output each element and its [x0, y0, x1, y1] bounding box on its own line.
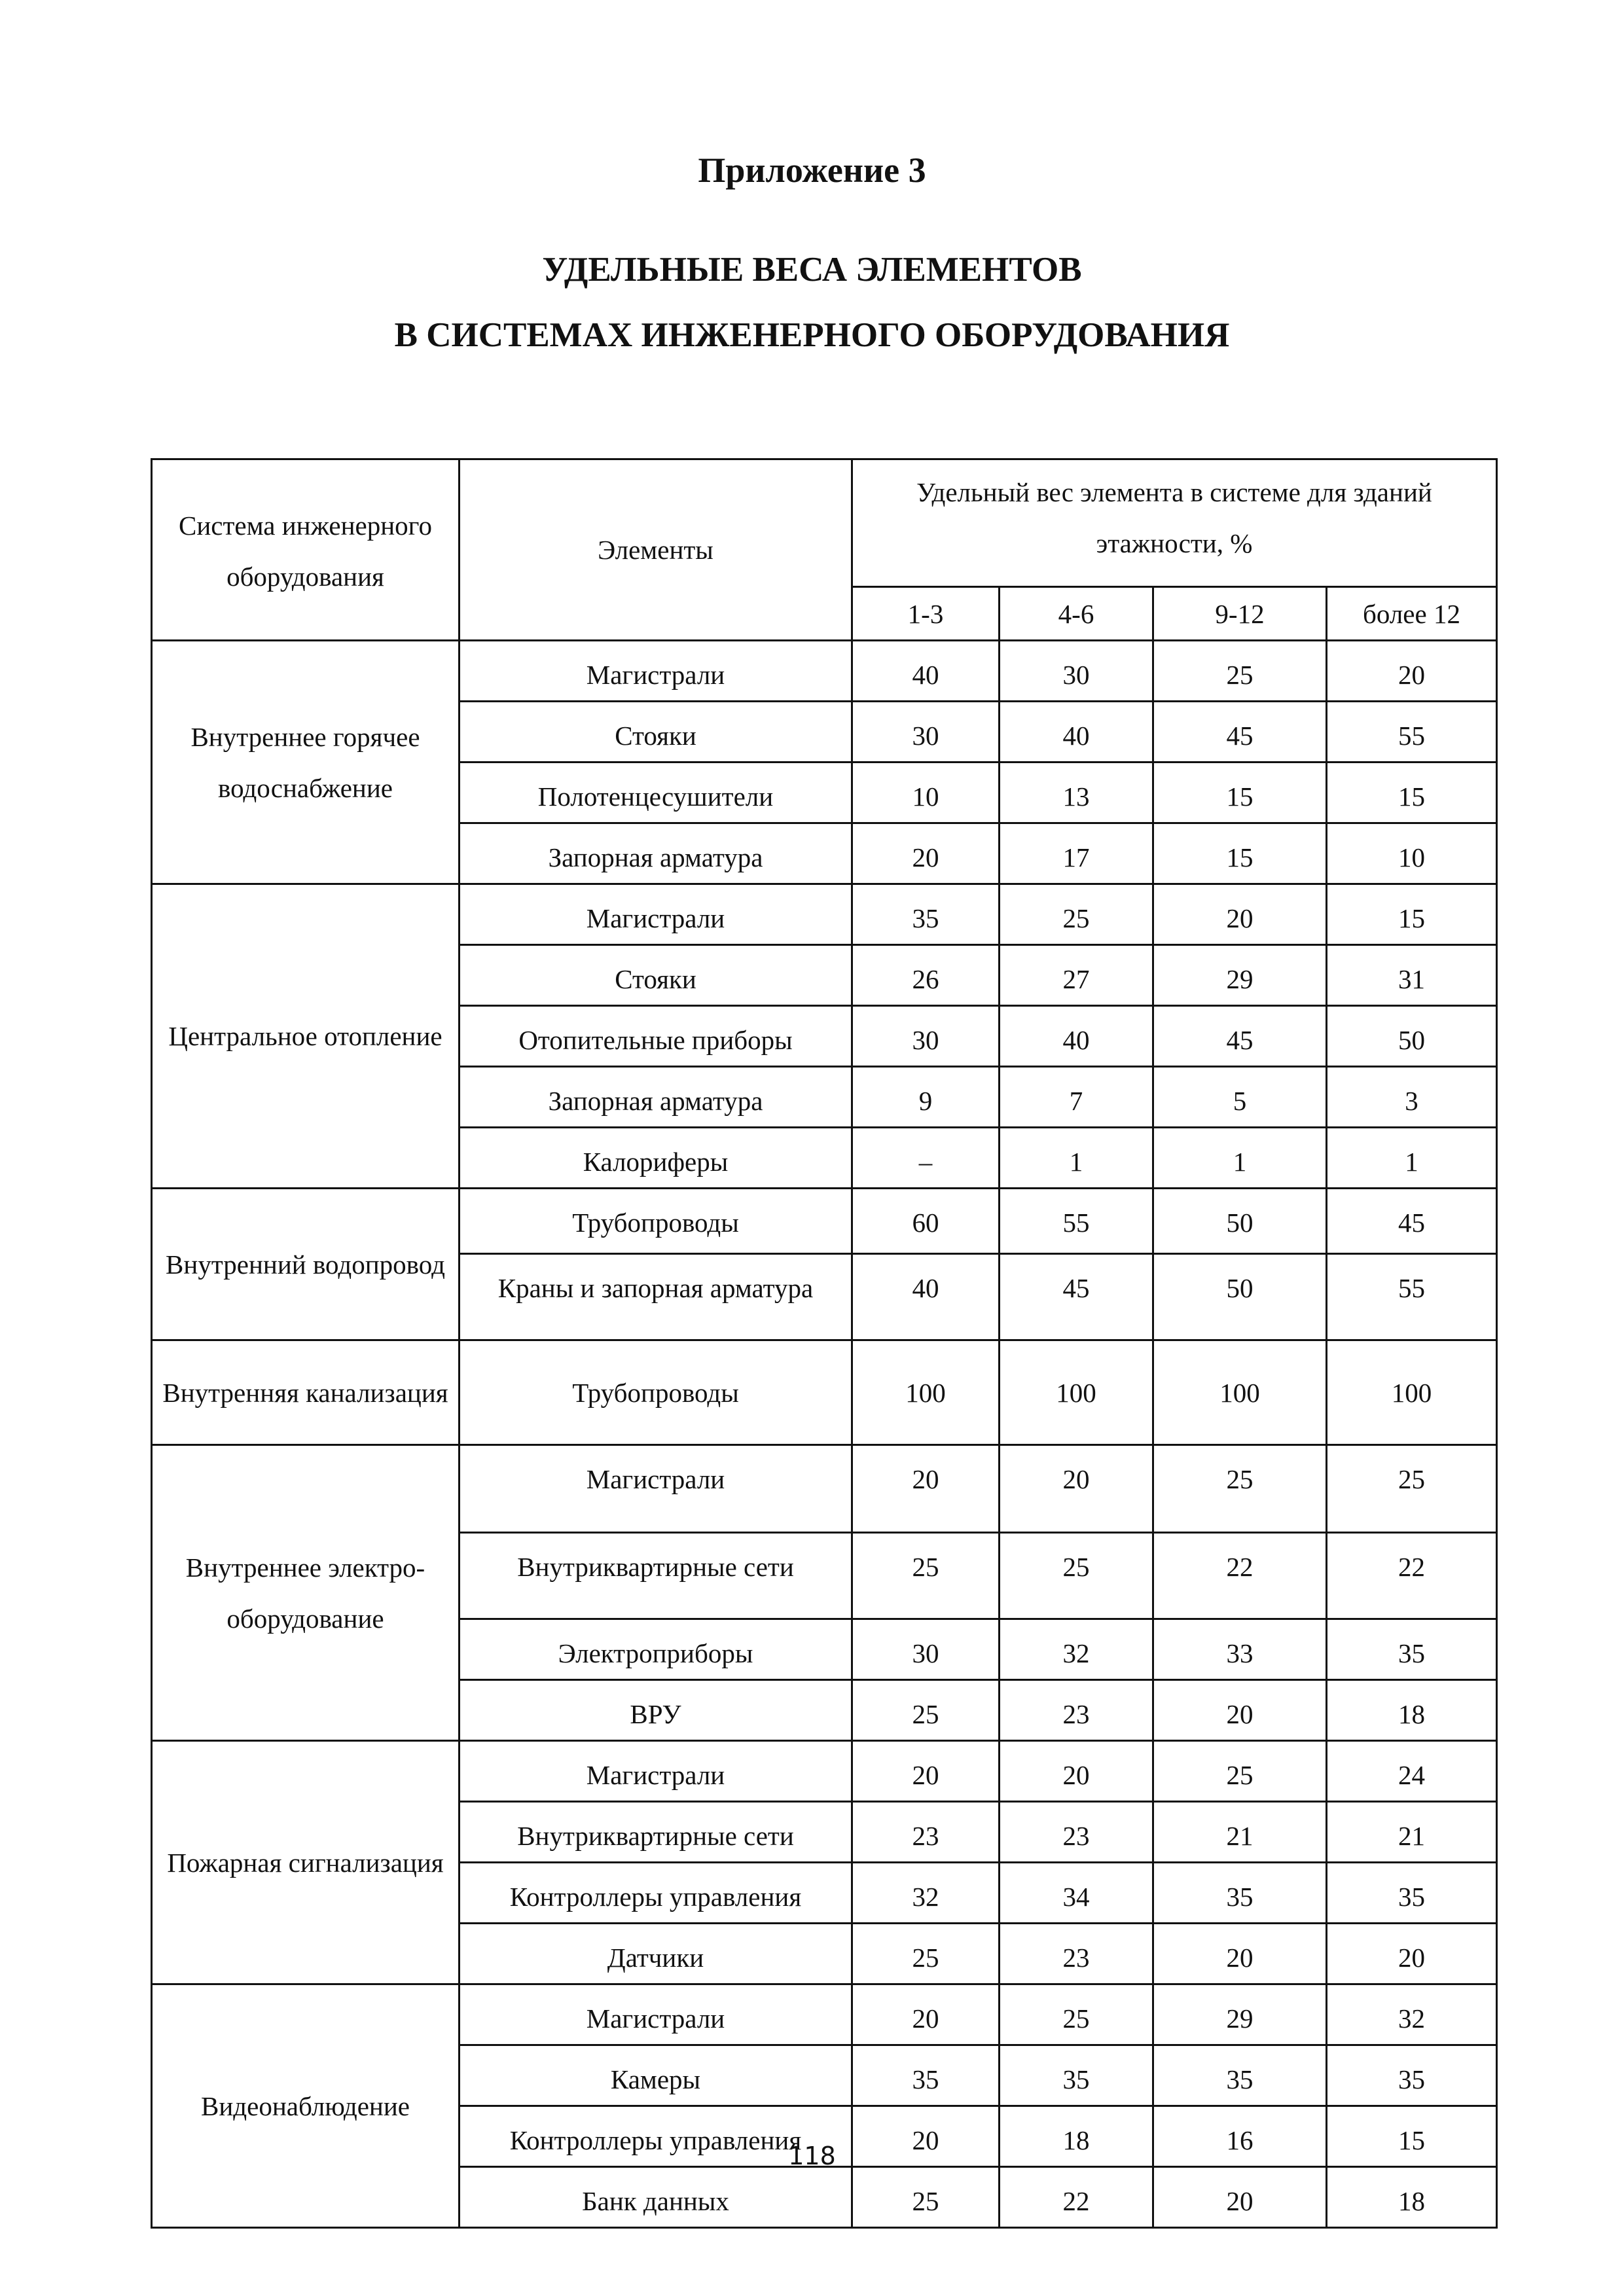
element-cell: Внутриквартирные сети	[460, 1533, 852, 1619]
value-cell: 55	[1327, 1254, 1497, 1340]
element-cell: Запорная арматура	[460, 823, 852, 884]
system-cell: Внутренняя канализация	[152, 1340, 460, 1445]
value-cell: 25	[852, 1533, 1000, 1619]
element-cell: Камеры	[460, 2045, 852, 2106]
value-cell: 35	[1153, 1863, 1327, 1924]
element-cell: Контроллеры управления	[460, 1863, 852, 1924]
value-cell: 1	[1153, 1128, 1327, 1189]
value-cell: 34	[1000, 1863, 1153, 1924]
value-cell: 35	[1327, 1863, 1497, 1924]
value-cell: 18	[1000, 2106, 1153, 2167]
table-row	[152, 1984, 1497, 2045]
value-cell: 20	[852, 1984, 1000, 2045]
value-cell: 100	[1153, 1340, 1327, 1445]
value-cell: 35	[1153, 2045, 1327, 2106]
value-cell: 24	[1327, 1741, 1497, 1802]
element-cell: Трубопроводы	[460, 1189, 852, 1254]
header-floor-4-6: 4-6	[1000, 587, 1153, 641]
element-cell: Отопительные приборы	[460, 1006, 852, 1067]
table-row	[152, 1741, 1497, 1802]
document-title-line-1: УДЕЛЬНЫЕ ВЕСА ЭЛЕМЕНТОВ	[542, 251, 1082, 289]
value-cell: 15	[1327, 884, 1497, 945]
value-cell: 20	[1000, 1741, 1153, 1802]
value-cell: 25	[852, 2167, 1000, 2228]
appendix-title: Приложение 3	[698, 151, 926, 190]
value-cell: 21	[1153, 1802, 1327, 1863]
element-cell: Калориферы	[460, 1128, 852, 1189]
value-cell: 20	[1327, 1924, 1497, 1984]
value-cell: 33	[1153, 1619, 1327, 1680]
value-cell: 23	[1000, 1924, 1153, 1984]
value-cell: 100	[852, 1340, 1000, 1445]
value-cell: 55	[1327, 702, 1497, 762]
value-cell: 13	[1000, 762, 1153, 823]
document-title-line-2: В СИСТЕМАХ ИНЖЕНЕРНОГО ОБОРУДОВАНИЯ	[394, 316, 1230, 354]
value-cell: 30	[852, 1619, 1000, 1680]
value-cell: 15	[1153, 823, 1327, 884]
value-cell: 40	[852, 1254, 1000, 1340]
value-cell: 22	[1000, 2167, 1153, 2228]
value-cell: 30	[852, 702, 1000, 762]
table-row	[152, 884, 1497, 945]
value-cell: 100	[1000, 1340, 1153, 1445]
system-cell: Внутренний водопровод	[152, 1189, 460, 1340]
value-cell: 10	[852, 762, 1000, 823]
value-cell: 40	[1000, 1006, 1153, 1067]
value-cell: 16	[1153, 2106, 1327, 2167]
value-cell: 25	[1000, 1533, 1153, 1619]
value-cell: 55	[1000, 1189, 1153, 1254]
header-elements: Элементы	[460, 459, 852, 641]
value-cell: 23	[1000, 1680, 1153, 1741]
element-cell: Стояки	[460, 702, 852, 762]
value-cell: 35	[1000, 2045, 1153, 2106]
value-cell: 20	[1153, 1680, 1327, 1741]
value-cell: 20	[1327, 641, 1497, 702]
value-cell: 45	[1153, 1006, 1327, 1067]
value-cell: 20	[1000, 1445, 1153, 1533]
value-cell: 18	[1327, 1680, 1497, 1741]
element-cell: Запорная арматура	[460, 1067, 852, 1128]
value-cell: 1	[1000, 1128, 1153, 1189]
value-cell: 3	[1327, 1067, 1497, 1128]
value-cell: 45	[1327, 1189, 1497, 1254]
value-cell: 40	[852, 641, 1000, 702]
element-cell: Полотенцесушители	[460, 762, 852, 823]
value-cell: 50	[1153, 1189, 1327, 1254]
element-cell: ВРУ	[460, 1680, 852, 1741]
weights-table	[151, 458, 1498, 2229]
element-cell: Магистрали	[460, 884, 852, 945]
value-cell: 20	[852, 1741, 1000, 1802]
value-cell: 25	[1327, 1445, 1497, 1533]
value-cell: 20	[1153, 2167, 1327, 2228]
value-cell: 35	[1327, 2045, 1497, 2106]
value-cell: 35	[1327, 1619, 1497, 1680]
value-cell: 18	[1327, 2167, 1497, 2228]
value-cell: –	[852, 1128, 1000, 1189]
element-cell: Стояки	[460, 945, 852, 1006]
value-cell: 32	[1327, 1984, 1497, 2045]
value-cell: 25	[1153, 641, 1327, 702]
value-cell: 35	[852, 884, 1000, 945]
value-cell: 20	[1153, 884, 1327, 945]
table-row	[152, 1189, 1497, 1254]
value-cell: 31	[1327, 945, 1497, 1006]
value-cell: 50	[1153, 1254, 1327, 1340]
value-cell: 50	[1327, 1006, 1497, 1067]
value-cell: 15	[1153, 762, 1327, 823]
value-cell: 29	[1153, 1984, 1327, 2045]
value-cell: 20	[852, 823, 1000, 884]
value-cell: 10	[1327, 823, 1497, 884]
value-cell: 20	[852, 1445, 1000, 1533]
value-cell: 20	[852, 2106, 1000, 2167]
value-cell: 60	[852, 1189, 1000, 1254]
header-system: Система инженерного оборудования	[152, 459, 460, 641]
value-cell: 25	[1000, 884, 1153, 945]
element-cell: Контроллеры управления	[460, 2106, 852, 2167]
value-cell: 26	[852, 945, 1000, 1006]
element-cell: Магистрали	[460, 1984, 852, 2045]
element-cell: Краны и запорная арматура	[460, 1254, 852, 1340]
system-cell: Видеонаблюдение	[152, 1984, 460, 2228]
value-cell: 29	[1153, 945, 1327, 1006]
value-cell: 20	[1153, 1924, 1327, 1984]
value-cell: 5	[1153, 1067, 1327, 1128]
value-cell: 35	[852, 2045, 1000, 2106]
value-cell: 21	[1327, 1802, 1497, 1863]
value-cell: 27	[1000, 945, 1153, 1006]
value-cell: 25	[1153, 1445, 1327, 1533]
value-cell: 9	[852, 1067, 1000, 1128]
element-cell: Трубопроводы	[460, 1340, 852, 1445]
value-cell: 30	[852, 1006, 1000, 1067]
header-weight: Удельный вес элемента в системе для зданий этажности, %	[852, 459, 1497, 587]
value-cell: 1	[1327, 1128, 1497, 1189]
table-row	[152, 1445, 1497, 1533]
element-cell: Магистрали	[460, 641, 852, 702]
element-cell: Внутриквартирные сети	[460, 1802, 852, 1863]
system-cell: Пожарная сигнализация	[152, 1741, 460, 1984]
value-cell: 7	[1000, 1067, 1153, 1128]
header-floor-1-3: 1-3	[852, 587, 1000, 641]
value-cell: 22	[1153, 1533, 1327, 1619]
value-cell: 15	[1327, 2106, 1497, 2167]
system-cell: Внутреннее электро-оборудование	[152, 1445, 460, 1741]
page-number: 118	[788, 2142, 836, 2170]
header-floor-9-12: 9-12	[1153, 587, 1327, 641]
element-cell: Датчики	[460, 1924, 852, 1984]
value-cell: 22	[1327, 1533, 1497, 1619]
header-floor-over-12: более 12	[1327, 587, 1497, 641]
element-cell: Электроприборы	[460, 1619, 852, 1680]
system-cell: Центральное отопление	[152, 884, 460, 1189]
element-cell: Магистрали	[460, 1741, 852, 1802]
value-cell: 100	[1327, 1340, 1497, 1445]
value-cell: 23	[1000, 1802, 1153, 1863]
element-cell: Банк данных	[460, 2167, 852, 2228]
value-cell: 32	[1000, 1619, 1153, 1680]
value-cell: 25	[852, 1924, 1000, 1984]
value-cell: 17	[1000, 823, 1153, 884]
value-cell: 15	[1327, 762, 1497, 823]
value-cell: 25	[1000, 1984, 1153, 2045]
system-cell: Внутреннее горячее водоснабжение	[152, 641, 460, 884]
value-cell: 30	[1000, 641, 1153, 702]
value-cell: 23	[852, 1802, 1000, 1863]
value-cell: 45	[1153, 702, 1327, 762]
value-cell: 45	[1000, 1254, 1153, 1340]
value-cell: 32	[852, 1863, 1000, 1924]
value-cell: 40	[1000, 702, 1153, 762]
value-cell: 25	[1153, 1741, 1327, 1802]
table-row	[152, 1340, 1497, 1445]
element-cell: Магистрали	[460, 1445, 852, 1533]
value-cell: 25	[852, 1680, 1000, 1741]
table-row	[152, 641, 1497, 702]
